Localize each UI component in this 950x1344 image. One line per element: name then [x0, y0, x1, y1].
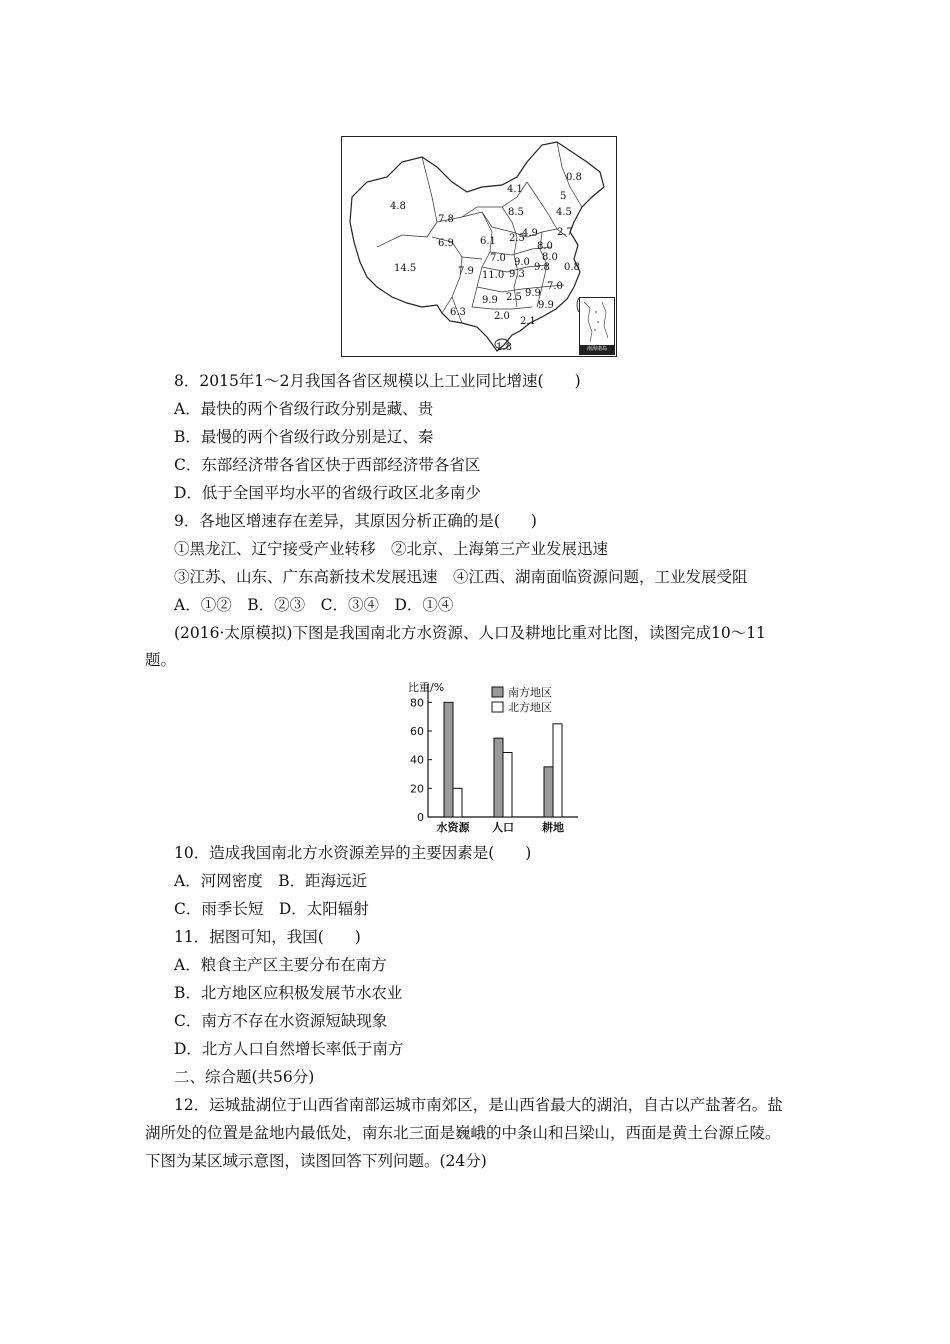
map-value: 9.9	[525, 288, 541, 299]
inset-map-svg	[580, 298, 614, 346]
map-value: 9.8	[534, 262, 550, 273]
bar-chart-svg	[402, 676, 592, 838]
map-value: 2.7	[557, 227, 573, 238]
intro-line-2: 题。	[145, 651, 177, 669]
q8-option-b: B．最慢的两个省级行政分别是辽、秦	[174, 428, 434, 446]
map-value: 8.0	[537, 241, 553, 252]
south-china-sea-inset	[579, 297, 615, 355]
chart-category-label: 人口	[492, 821, 514, 834]
chart-y-tick-label: 60	[410, 725, 424, 738]
q10-stem: 10．造成我国南北方水资源差异的主要因素是( )	[174, 844, 532, 862]
section-2-heading: 二、综合题(共56分)	[174, 1068, 315, 1086]
q9-stem: 9．各地区增速存在差异，其原因分析正确的是( )	[174, 512, 537, 530]
chart-ylabel: 比重/%	[408, 681, 445, 694]
map-value: 4.8	[390, 201, 406, 212]
q10-options-ab: A．河网密度 B．距海远近	[174, 872, 368, 890]
map-value: 7.0	[547, 281, 563, 292]
map-value: 2.1	[520, 316, 536, 327]
chart-legend-label: 南方地区	[508, 686, 552, 699]
map-value: 9.9	[538, 300, 554, 311]
map-value: 9.9	[482, 295, 498, 306]
chart-y-tick-label: 0	[417, 811, 424, 824]
china-map-figure	[341, 136, 617, 357]
q8-stem: 8．2015年1～2月我国各省区规模以上工业同比增速( )	[174, 372, 581, 390]
map-value: 4.1	[507, 184, 523, 195]
q11-option-d: D．北方人口自然增长率低于南方	[174, 1040, 404, 1058]
map-value: 0.8	[566, 172, 582, 183]
chart-legend-swatch	[492, 687, 503, 697]
map-value: 8.0	[542, 252, 558, 263]
chart-bar	[444, 702, 453, 817]
map-value: 2.5	[506, 292, 522, 303]
map-value: 2.5	[509, 233, 525, 244]
map-value: 6.9	[438, 238, 454, 249]
map-value: 5	[560, 191, 567, 202]
q9-options: A．①② B．②③ C．③④ D．①④	[174, 596, 454, 614]
map-value: 4.9	[522, 228, 538, 239]
map-value: 7.9	[458, 266, 474, 277]
q12-line-3: 下图为某区域示意图，读图回答下列问题。(24分)	[145, 1152, 487, 1170]
chart-y-tick-label: 20	[410, 782, 424, 796]
chart-category-label: 水资源	[436, 821, 470, 834]
chart-bar	[544, 767, 553, 817]
chart-category-label: 耕地	[542, 821, 564, 834]
q11-option-c: C．南方不存在水资源短缺现象	[174, 1012, 388, 1030]
q10-options-cd: C．雨季长短 D．太阳辐射	[174, 900, 369, 918]
map-value: 6.3	[450, 307, 466, 318]
inset-caption: 南海诸岛	[580, 345, 614, 354]
chart-y-tick-label: 80	[410, 696, 424, 710]
chart-bar	[453, 788, 462, 817]
q8-option-c: C．东部经济带各省区快于西部经济带各省区	[174, 456, 481, 474]
map-value: 8.5	[508, 207, 524, 218]
map-value: 7.0	[490, 253, 506, 264]
map-value: 2.0	[494, 311, 510, 322]
chart-y-tick-label: 40	[410, 753, 424, 767]
china-map-svg	[342, 137, 618, 358]
map-value: 9.3	[509, 269, 525, 280]
bar-chart	[402, 676, 592, 838]
map-value: 0.8	[564, 262, 580, 273]
q9-statements-2: ③江苏、山东、广东高新技术发展迅速 ④江西、湖南面临资源问题，工业发展受阻	[174, 568, 748, 586]
map-value: 4.5	[556, 207, 572, 218]
intro-line-1: (2016·太原模拟)下图是我国南北方水资源、人口及耕地比重对比图，读图完成10～11	[174, 624, 766, 642]
chart-bar	[553, 724, 562, 817]
chart-legend-label: 北方地区	[508, 701, 552, 714]
map-value: 7.8	[438, 214, 454, 225]
q12-line-1: 12．运城盐湖位于山西省南部运城市南郊区，是山西省最大的湖泊，自古以产盐著名。盐	[174, 1096, 783, 1114]
map-value: 1.8	[496, 342, 512, 353]
map-value: 9.0	[514, 257, 530, 268]
q9-statements-1: ①黑龙江、辽宁接受产业转移 ②北京、上海第三产业发展迅速	[174, 540, 609, 558]
q12-line-2: 湖所处的位置是盆地内最低处，南东北三面是巍峨的中条山和吕梁山，西面是黄土台源丘陵。	[145, 1124, 781, 1142]
map-value: 11.0	[482, 270, 505, 281]
map-value: 14.5	[394, 263, 417, 274]
chart-bar	[494, 738, 503, 817]
q11-stem: 11．据图可知，我国( )	[174, 928, 361, 946]
q11-option-a: A．粮食主产区主要分布在南方	[174, 956, 387, 974]
q11-option-b: B．北方地区应积极发展节水农业	[174, 984, 403, 1002]
map-value: 6.1	[480, 236, 496, 247]
q8-option-a: A．最快的两个省级行政分别是藏、贵	[174, 400, 434, 418]
chart-bar	[503, 753, 512, 818]
chart-legend-swatch	[492, 702, 503, 712]
q8-option-d: D．低于全国平均水平的省级行政区北多南少	[174, 484, 481, 502]
